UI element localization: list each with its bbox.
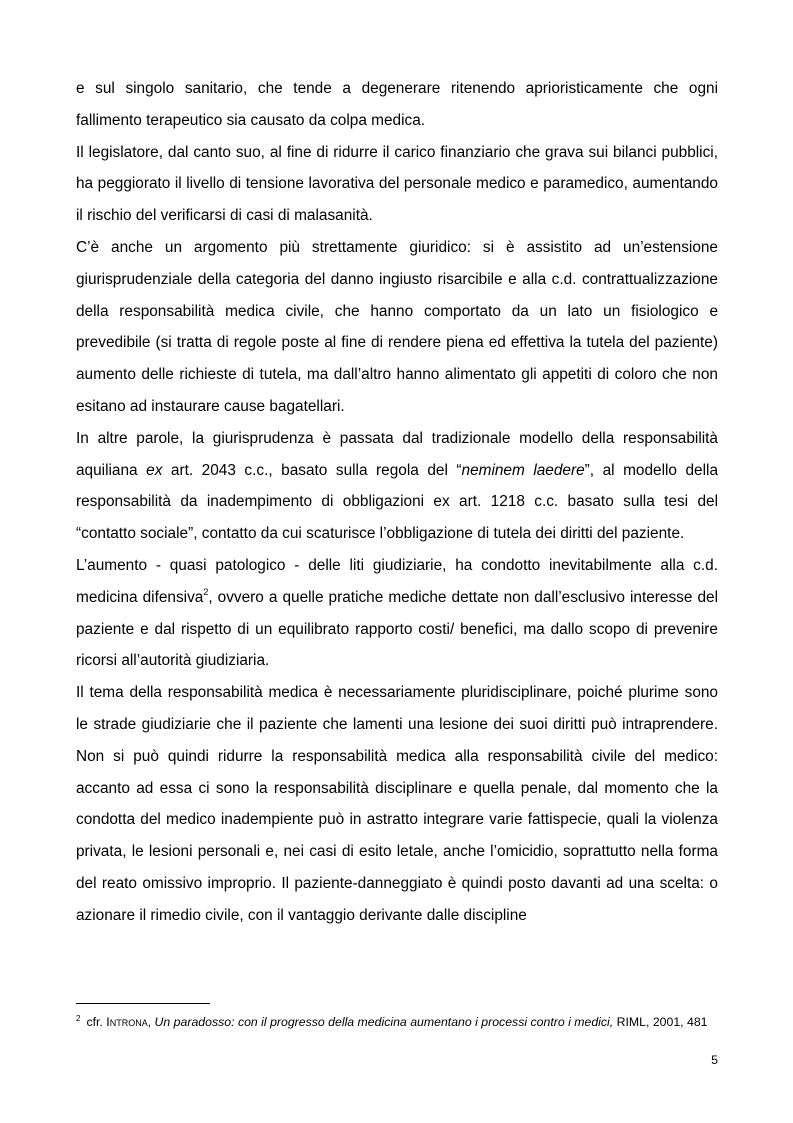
footnote-separator — [76, 1003, 210, 1004]
paragraph-4-text-b: art. 2043 c.c., basato sulla regola del “ — [162, 461, 462, 479]
footnote — [76, 1013, 718, 1031]
paragraph-1: e sul singolo sanitario, che tende a degenerare ritenendo aprioristicamente che ogni fallimento terapeutico sia causato da colpa medica. — [76, 80, 718, 129]
footnote-source: RIML, 2001, 481 — [613, 1015, 708, 1029]
footnote-author: Introna — [106, 1015, 148, 1029]
footnote-separator-text: , — [147, 1015, 155, 1029]
paragraph-4-text-a: In altre parole, la giurisprudenza è passata dal tradizionale modello della responsabilità aquiliana — [76, 429, 718, 479]
footnote-title: Un paradosso: con il progresso della medicina aumentano i processi contro i medici, — [154, 1015, 614, 1029]
paragraph-2: Il legislatore, dal canto suo, al fine di ridurre il carico finanziario che grava sui bilanci pubblici, ha peggiorato il livello di tensione lavorativa del personale medico e paramedico, aumentando il rischio del verificarsi di casi di malasanità. — [76, 143, 718, 225]
paragraph-6: Il tema della responsabilità medica è necessariamente pluridisciplinare, poiché plurime sono le strade giudiziarie che il paziente che lamenti una lesione dei suoi diritti può intraprendere. Non si può quindi ridurre la responsabilità medica alla responsabilità civile del medico: accanto ad essa ci sono la responsabilità disciplinare e quella penale, dal momento che la condotta del medico inadempiente può in astratto integrare varie fattispecie, quali la violenza privata, le lesioni personali e, nei casi di esito letale, anche l’omicidio, soprattutto nella forma del reato omissivo improprio. Il paziente-danneggiato è quindi posto davanti ad una scelta: o azionare il rimedio civile, con il vantaggio derivante dalle discipline — [76, 684, 718, 924]
latin-term-neminem-laedere: neminem laedere — [461, 461, 585, 479]
paragraph-4 — [76, 423, 718, 550]
footnote-prefix: cfr. — [86, 1015, 107, 1029]
latin-term-ex: ex — [146, 461, 163, 479]
paragraph-4-text-c: ”, al modello della responsabilità da inadempimento di obbligazioni ex art. 1218 c.c. basato sulla tesi del “contatto sociale”, contatto da cui scaturisce l’obbligazione di tutela dei diritti del paziente. — [76, 461, 719, 543]
paragraph-5-text-a: L’aumento - quasi patologico - delle liti giudiziarie, ha condotto inevitabilmente alla c.d. medicina difensiva — [76, 556, 718, 606]
footnote-reference[interactable]: 2 — [203, 586, 209, 597]
paragraph-3: C’è anche un argomento più strettamente giuridico: si è assistito ad un’estensione giurisprudenziale della categoria del danno ingiusto risarcibile e alla c.d. contrattualizzazione della responsabilità medica civile, che hanno comportato da un lato un fisiologico e prevedibile (si tratta di regole poste al fine di rendere piena ed effettiva la tutela del paziente) aumento delle richieste di tutela, ma dall’altro hanno alimentato gli appetiti di coloro che non esitano ad instaurare cause bagatellari. — [76, 238, 718, 415]
page-number: 5 — [711, 1053, 718, 1067]
paragraph-5-text-b: , ovvero a quelle pratiche mediche dettate non dall’esclusivo interesse del paziente e dal rispetto di un equilibrato rapporto costi/ benefici, ma dallo scopo di prevenire ricorsi all’autorità giudiziaria. — [76, 588, 718, 670]
footnote-number: 2 — [76, 1013, 81, 1023]
body-text — [76, 73, 718, 932]
paragraph-5 — [76, 550, 718, 677]
